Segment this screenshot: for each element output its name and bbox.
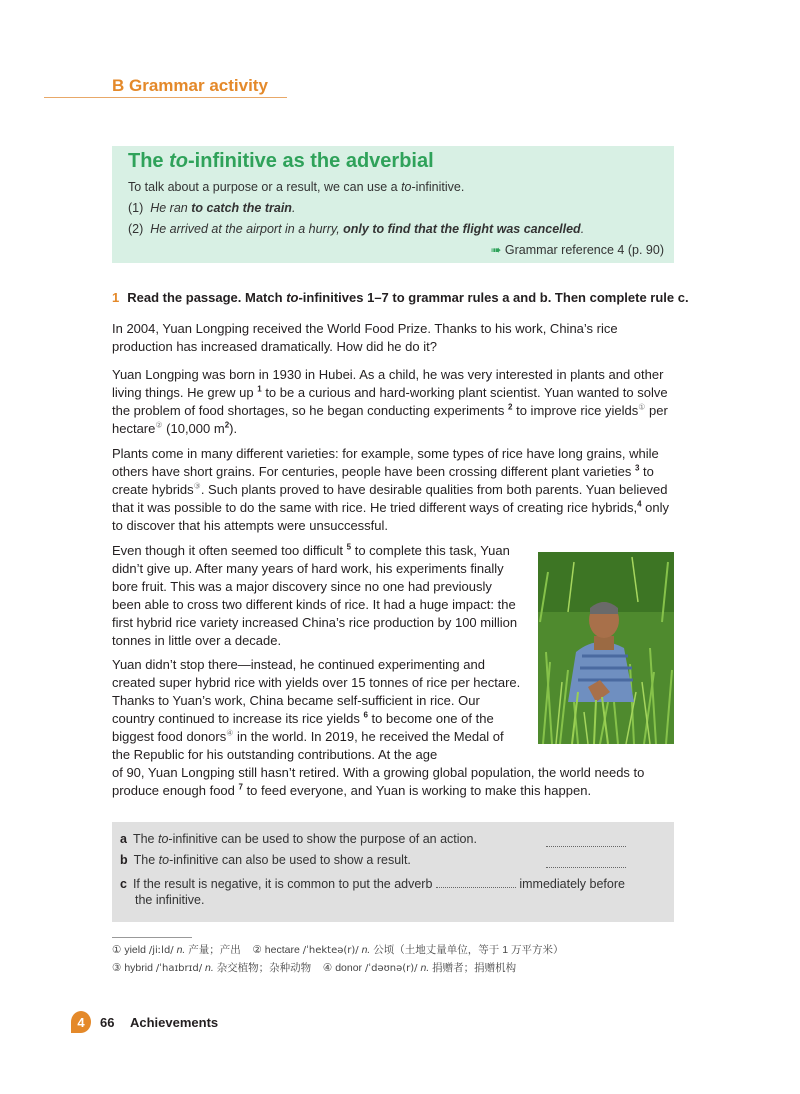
grammar-box-title: The to-infinitive as the adverbial [128,150,434,172]
rule-a-answer-blank[interactable] [546,834,626,847]
arrow-right-icon: ➠ [490,243,502,257]
passage-paragraph-3: Plants come in many different varieties: for example, some types of rice have long grains, while others have short grains. For centuries, people have been crossing different plant varieties $^3$ to create hybrids③. Such plants proved to have desirable qualities from both parents. Yuan believed that it was possible to do the same with rice. He tried different ways of creating rice hybrids,$^4$ only to discover that his attempts were unsuccessful. [112,446,669,533]
rule-a: a The to-infinitive can be used to show the purpose of an action. [120,832,477,846]
passage-paragraph-5-end: of 90, Yuan Longping still hasn’t retired. With a growing global population, the world needs to produce enough food $^7$ to feed everyone, and Yuan is working to make this happen. [112,765,645,798]
grammar-example-1: (1) He ran to catch the train. [128,201,296,215]
section-divider [44,97,287,98]
section-title: B Grammar activity [112,76,268,95]
passage-paragraph-2: Yuan Longping was born in 1930 in Hubei. As a child, he was very interested in plants and other living things. He grew up $^1$ to be a curious and hard-working plant scientist. Yuan wanted to solve the problem of food shortages, so he began conducting experiments $^2$ to improve rice yields① per hectare② (10,000 $m^2$). [112,367,668,436]
rule-c-line-2: the infinitive. [135,893,205,907]
grammar-example-2: (2) He arrived at the airport in a hurry, only to find that the flight was cancelled. [128,222,585,236]
grammar-rules-box [112,822,674,922]
task-number: 1 [112,290,120,305]
chapter-title: Achievements [130,1015,219,1030]
footnote-line-2: ③ hybrid /ˈhaɪbrɪd/ n. 杂交植物；杂种动物 ④ donor /ˈdəʊnə(r)/ n. 捐赠者；捐赠机构 [112,962,517,974]
passage-paragraph-1: In 2004, Yuan Longping received the World Food Prize. Thanks to his work, China’s rice production has increased dramatically. How did he do it? [112,321,618,354]
passage-paragraph-4: Even though it often seemed too difficult $^5$ to complete this task, Yuan didn’t give up. After many years of hard work, his experiments finally bore fruit. This was a major discovery since no one had previously been able to cross two different kinds of rice. It had a huge impact: the first hybrid rice variety increased China’s rice production by 100 million tonnes in little over a decade. [112,542,518,648]
footnote-line-1: ① yield /jiːld/ n. 产量；产出 ② hectare /ˈhekteə(r)/ n. 公顷（土地丈量单位，等于 1 万平方米） [112,944,564,956]
grammar-box [112,146,674,263]
yuan-longping-photo [538,552,674,744]
grammar-box-intro: To talk about a purpose or a result, we can use a to-infinitive. [128,180,465,194]
rule-b: b The to-infinitive can also be used to show a result. [120,853,411,867]
passage-paragraph-5: Yuan didn’t stop there—instead, he continued experimenting and created super hybrid rice with yields over 15 tonnes of rice per hectare. Thanks to Yuan’s work, China became self-sufficient in rice. Our country continued to increase its rice yields $^6$ to become one of the biggest food donors④ in the world. In 2019, he received the Medal of the Republic for his outstanding contributions. At the age [112,657,521,762]
footnote-divider [112,937,192,938]
unit-badge: 4 [71,1011,91,1033]
grammar-reference-link[interactable]: ➠ Grammar reference 4 (p. 90) [490,243,664,257]
rice-field-photo-icon [538,552,674,744]
rule-c: c If the result is negative, it is common to put the adverb immediately before [120,877,625,891]
task-instruction: 1 Read the passage. Match to-infinitives 1–7 to grammar rules a and b. Then complete rule c. [112,290,689,305]
rule-b-answer-blank[interactable] [546,855,626,868]
page-number: 66 [100,1015,115,1030]
rule-c-answer-blank[interactable] [436,875,516,888]
